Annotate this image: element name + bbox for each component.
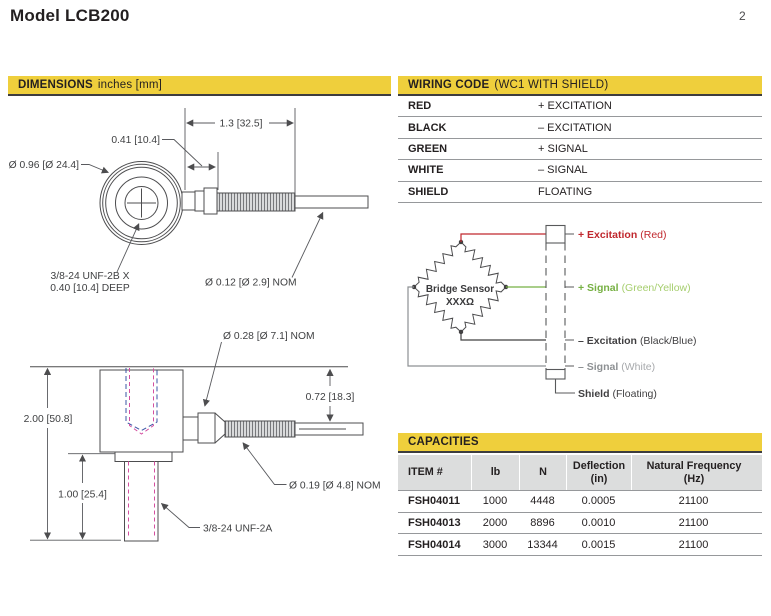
dimension-stud-length xyxy=(58,454,115,539)
dim-label: 0.41 [10.4] xyxy=(111,135,160,146)
item-number: FSH04014 xyxy=(408,538,461,551)
wire-color: GREEN xyxy=(408,142,448,155)
item-number: FSH04011 xyxy=(408,495,460,508)
wire-function: + EXCITATION xyxy=(538,100,612,113)
table-row xyxy=(398,182,762,203)
wiring-header-label: WIRING CODE xyxy=(408,79,490,91)
column-header-frequency: Natural Frequency (Hz) xyxy=(631,455,762,490)
wire-label-excitation-minus: – Excitation (Black/Blue) xyxy=(578,335,697,347)
column-header-lb: lb xyxy=(471,455,519,490)
cable-assembly xyxy=(183,413,363,443)
bridge-label: Bridge Sensor xyxy=(425,284,495,295)
bridge-wiring-diagram xyxy=(398,212,762,422)
wire-color: SHIELD xyxy=(408,185,449,198)
wire-function: FLOATING xyxy=(538,185,593,198)
signal-minus-wire xyxy=(408,287,546,366)
dimension-thread-callout xyxy=(50,224,139,294)
dimension-spring-diameter xyxy=(243,443,381,492)
dim-label: Ø 0.28 [Ø 7.1] NOM xyxy=(223,331,315,342)
wire-function: – EXCITATION xyxy=(538,121,612,134)
dim-label: 3/8-24 UNF-2B X xyxy=(50,271,130,282)
table-header-row xyxy=(398,455,762,491)
cable xyxy=(295,196,368,208)
dim-label: Ø 0.12 [Ø 2.9] NOM xyxy=(205,277,297,289)
wiring-code-section-header xyxy=(398,76,762,96)
wire-label-shield: Shield (Floating) xyxy=(578,388,657,400)
load-cell-body xyxy=(100,370,183,462)
dim-label: 3/8-24 UNF-2A xyxy=(203,523,273,535)
dimension-stud-thread xyxy=(162,504,273,535)
shield-wire xyxy=(556,379,576,393)
capacities-table xyxy=(398,455,762,556)
capacities-section-header xyxy=(398,433,762,453)
load-cell-front-view-drawing xyxy=(8,100,392,312)
dim-label: 0.72 [18.3] xyxy=(305,392,355,403)
excitation-plus-wire xyxy=(461,234,546,242)
table-row xyxy=(398,139,762,160)
dimension-cable-drop xyxy=(306,370,355,422)
threaded-stud xyxy=(125,462,159,542)
wire-function: – SIGNAL xyxy=(538,164,588,177)
wire-function: + SIGNAL xyxy=(538,142,588,155)
table-row xyxy=(398,160,762,181)
dimensions-header-label: DIMENSIONS xyxy=(18,79,93,91)
load-cell-body-circles xyxy=(100,162,183,245)
column-header-n: N xyxy=(519,455,566,490)
dimension-cable-diameter xyxy=(205,213,323,289)
dim-label: 1.3 [32.5] xyxy=(219,118,263,130)
dim-label: Ø 0.96 [Ø 24.4] xyxy=(8,160,79,172)
page-title: Model LCB200 xyxy=(10,6,130,25)
table-row: FSH04014 3000 13344 0.0015 21100 xyxy=(398,534,762,556)
wire-color: RED xyxy=(408,100,432,113)
dimensions-header-units: inches [mm] xyxy=(97,79,163,91)
load-cell-side-view-drawing xyxy=(8,320,392,560)
page-number: 2 xyxy=(739,9,746,23)
wiring-code-table xyxy=(398,96,762,203)
excitation-minus-wire xyxy=(461,332,546,340)
dimension-cable-length xyxy=(185,108,295,194)
dim-label: 0.40 [10.4] DEEP xyxy=(50,283,130,294)
wire-color: BLACK xyxy=(408,121,447,134)
dim-label: Ø 0.19 [Ø 4.8] NOM xyxy=(289,480,381,492)
wire-label-excitation-plus: + Excitation (Red) xyxy=(578,229,667,241)
table-row xyxy=(398,117,762,138)
wire-color: WHITE xyxy=(408,164,444,177)
cable-shield-symbol xyxy=(546,226,575,394)
wiring-header-note: (WC1 WITH SHIELD) xyxy=(494,79,609,91)
capacities-header-label: CAPACITIES xyxy=(408,436,479,448)
dimension-body-diameter xyxy=(9,160,109,172)
wheatstone-bridge xyxy=(412,240,508,334)
strain-relief-spring xyxy=(225,421,295,437)
table-row: FSH04011 1000 4448 0.0005 21100 xyxy=(398,491,762,513)
wire-label-signal-plus: + Signal (Green/Yellow) xyxy=(578,282,691,294)
dim-label: 2.00 [50.8] xyxy=(23,414,73,425)
dim-label: 1.00 [25.4] xyxy=(58,489,107,501)
table-row xyxy=(398,96,762,117)
column-header-item: ITEM # xyxy=(408,466,443,478)
strain-relief-spring xyxy=(217,193,295,211)
dimensions-section-header xyxy=(8,76,391,96)
dimension-gland-diameter xyxy=(205,331,315,406)
item-number: FSH04013 xyxy=(408,517,461,530)
column-header-deflection: Deflection (in) xyxy=(566,455,631,490)
table-row: FSH04013 2000 8896 0.0010 21100 xyxy=(398,513,762,535)
cable-assembly xyxy=(182,188,368,214)
bridge-ohms-label: XXXΩ xyxy=(445,297,475,308)
wire-label-signal-minus: – Signal (White) xyxy=(578,361,656,373)
